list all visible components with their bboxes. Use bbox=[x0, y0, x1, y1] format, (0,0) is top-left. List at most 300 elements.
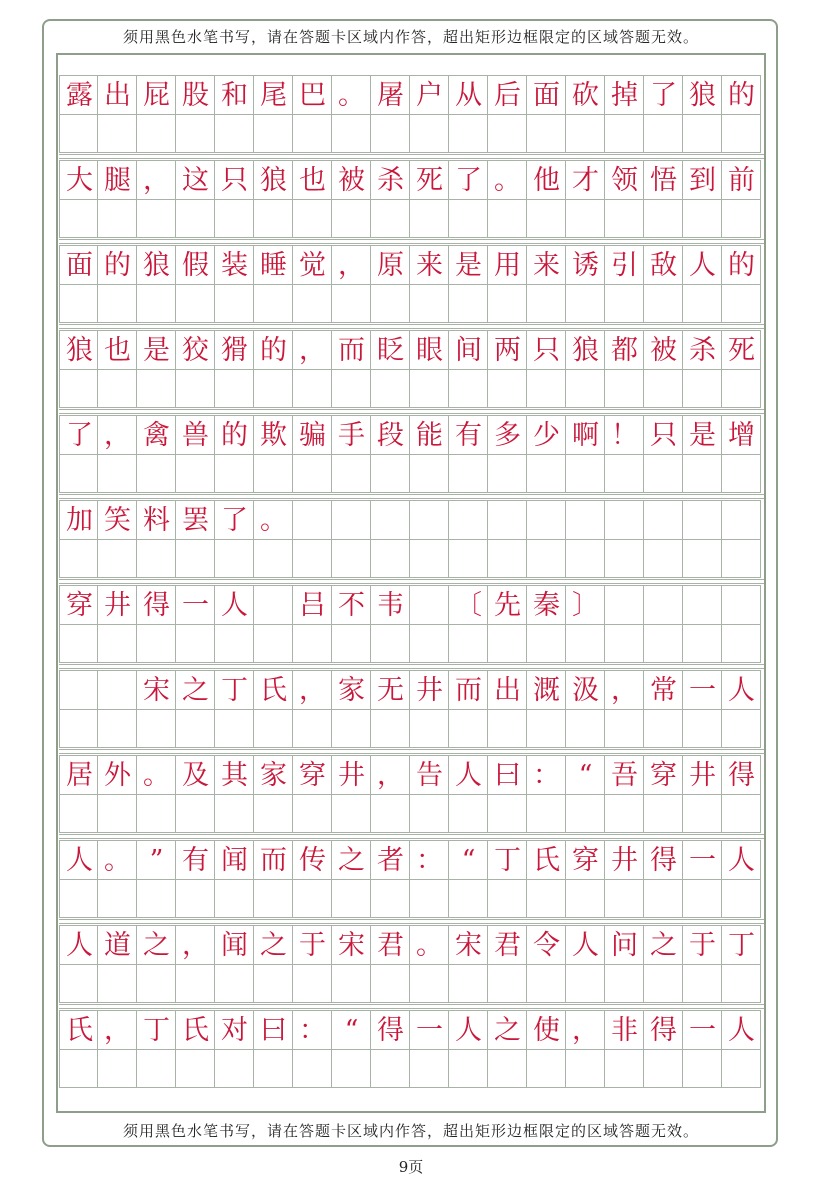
character-cell bbox=[488, 585, 527, 624]
blank-cell bbox=[137, 624, 176, 663]
blank-cell bbox=[137, 284, 176, 323]
handwritten-character: 能 bbox=[416, 420, 443, 451]
handwritten-character: 罢 bbox=[182, 505, 209, 536]
handwritten-character: 人 bbox=[728, 1015, 755, 1046]
character-cell bbox=[683, 500, 722, 539]
blank-cell bbox=[98, 879, 137, 918]
blank-cell bbox=[293, 964, 332, 1003]
handwritten-character: ， bbox=[611, 675, 638, 706]
blank-cell bbox=[59, 794, 98, 833]
blank-cell bbox=[683, 794, 722, 833]
handwritten-character: 领 bbox=[611, 165, 638, 196]
character-cell bbox=[722, 75, 761, 114]
handwritten-character: 也 bbox=[299, 165, 326, 196]
character-cell bbox=[722, 245, 761, 284]
blank-cell bbox=[215, 879, 254, 918]
character-cell bbox=[527, 245, 566, 284]
blank-cell bbox=[722, 199, 761, 238]
character-cell bbox=[488, 755, 527, 794]
handwritten-character: 料 bbox=[143, 505, 170, 536]
character-cell bbox=[605, 585, 644, 624]
blank-cell bbox=[371, 709, 410, 748]
handwritten-character: 诱 bbox=[572, 250, 599, 281]
character-cell bbox=[254, 500, 293, 539]
blank-cell bbox=[137, 454, 176, 493]
character-cell bbox=[527, 840, 566, 879]
character-cell bbox=[215, 75, 254, 114]
character-cell bbox=[293, 925, 332, 964]
character-cell bbox=[605, 245, 644, 284]
character-cell bbox=[371, 415, 410, 454]
character-cell bbox=[683, 330, 722, 369]
character-cell bbox=[215, 415, 254, 454]
blank-cell bbox=[176, 454, 215, 493]
handwritten-character: 。 bbox=[416, 930, 443, 961]
blank-cell bbox=[332, 369, 371, 408]
character-cell bbox=[98, 160, 137, 199]
blank-cell bbox=[371, 1049, 410, 1088]
handwritten-character: 〕 bbox=[572, 590, 599, 621]
blank-cell bbox=[683, 199, 722, 238]
blank-cell bbox=[605, 369, 644, 408]
character-cell bbox=[59, 670, 98, 709]
handwritten-character: 井 bbox=[104, 590, 131, 621]
blank-cell bbox=[176, 794, 215, 833]
blank-cell bbox=[98, 199, 137, 238]
handwritten-character: 出 bbox=[104, 80, 131, 111]
character-cell bbox=[137, 500, 176, 539]
line-separator bbox=[59, 154, 764, 159]
blank-cell bbox=[254, 709, 293, 748]
handwritten-character: 都 bbox=[611, 335, 638, 366]
character-cell bbox=[722, 160, 761, 199]
character-cell bbox=[410, 755, 449, 794]
character-cell bbox=[566, 755, 605, 794]
character-cell bbox=[332, 670, 371, 709]
handwritten-character: 的 bbox=[260, 335, 287, 366]
character-cell bbox=[527, 755, 566, 794]
blank-cell bbox=[683, 624, 722, 663]
blank-row bbox=[59, 114, 764, 153]
blank-cell bbox=[371, 879, 410, 918]
blank-cell bbox=[176, 284, 215, 323]
blank-cell bbox=[644, 114, 683, 153]
character-cell bbox=[254, 160, 293, 199]
handwritten-character: 和 bbox=[221, 80, 248, 111]
handwritten-character: 得 bbox=[650, 1015, 677, 1046]
blank-cell bbox=[722, 879, 761, 918]
character-cell bbox=[332, 925, 371, 964]
handwritten-character: 人 bbox=[66, 845, 93, 876]
blank-cell bbox=[683, 284, 722, 323]
blank-cell bbox=[449, 879, 488, 918]
handwritten-character: 穿 bbox=[650, 760, 677, 791]
character-cell bbox=[449, 245, 488, 284]
handwritten-character: 狼 bbox=[66, 335, 93, 366]
blank-row bbox=[59, 794, 764, 833]
character-cell bbox=[137, 160, 176, 199]
blank-cell bbox=[98, 1049, 137, 1088]
handwritten-character: 也 bbox=[104, 335, 131, 366]
blank-cell bbox=[449, 114, 488, 153]
handwritten-character: 原 bbox=[377, 250, 404, 281]
blank-cell bbox=[488, 709, 527, 748]
handwritten-character: 睡 bbox=[260, 250, 287, 281]
handwritten-character: 丁 bbox=[728, 930, 755, 961]
character-cell bbox=[98, 500, 137, 539]
handwritten-character: 露 bbox=[66, 80, 93, 111]
character-cell bbox=[488, 840, 527, 879]
handwritten-character: 一 bbox=[416, 1015, 443, 1046]
writing-line bbox=[59, 585, 764, 663]
character-cell bbox=[254, 585, 293, 624]
blank-cell bbox=[98, 964, 137, 1003]
character-row bbox=[59, 415, 764, 454]
handwritten-character: 非 bbox=[611, 1015, 638, 1046]
handwritten-character: 。 bbox=[104, 845, 131, 876]
blank-cell bbox=[722, 284, 761, 323]
blank-cell bbox=[98, 794, 137, 833]
writing-line bbox=[59, 330, 764, 408]
character-cell bbox=[605, 670, 644, 709]
character-cell bbox=[59, 330, 98, 369]
blank-cell bbox=[410, 624, 449, 663]
writing-line bbox=[59, 75, 764, 153]
blank-cell bbox=[644, 199, 683, 238]
handwritten-character: 君 bbox=[377, 930, 404, 961]
character-cell bbox=[59, 245, 98, 284]
handwritten-character: ， bbox=[572, 1015, 599, 1046]
character-cell bbox=[137, 330, 176, 369]
blank-cell bbox=[683, 709, 722, 748]
handwritten-character: 手 bbox=[338, 420, 365, 451]
blank-cell bbox=[137, 879, 176, 918]
blank-cell bbox=[605, 1049, 644, 1088]
character-cell bbox=[332, 330, 371, 369]
character-cell bbox=[371, 160, 410, 199]
handwritten-character: 而 bbox=[455, 675, 482, 706]
blank-cell bbox=[254, 879, 293, 918]
character-cell bbox=[98, 585, 137, 624]
blank-cell bbox=[605, 539, 644, 578]
character-cell bbox=[605, 75, 644, 114]
character-cell bbox=[98, 330, 137, 369]
blank-cell bbox=[176, 1049, 215, 1088]
blank-cell bbox=[644, 369, 683, 408]
writing-line bbox=[59, 840, 764, 918]
character-cell bbox=[137, 1010, 176, 1049]
character-cell bbox=[332, 75, 371, 114]
blank-cell bbox=[137, 794, 176, 833]
character-cell bbox=[644, 925, 683, 964]
character-row bbox=[59, 1010, 764, 1049]
handwritten-character: 有 bbox=[455, 420, 482, 451]
handwritten-character: 对 bbox=[221, 1015, 248, 1046]
character-cell bbox=[410, 585, 449, 624]
blank-cell bbox=[644, 879, 683, 918]
blank-cell bbox=[176, 964, 215, 1003]
blank-cell bbox=[332, 539, 371, 578]
blank-cell bbox=[722, 369, 761, 408]
handwritten-character: 屠 bbox=[377, 80, 404, 111]
blank-cell bbox=[566, 369, 605, 408]
handwritten-character: 丁 bbox=[221, 675, 248, 706]
handwritten-character: 段 bbox=[377, 420, 404, 451]
handwritten-character: 一 bbox=[182, 590, 209, 621]
blank-row bbox=[59, 284, 764, 323]
handwritten-character: 了 bbox=[650, 80, 677, 111]
blank-cell bbox=[605, 199, 644, 238]
blank-cell bbox=[722, 1049, 761, 1088]
blank-cell bbox=[332, 879, 371, 918]
character-cell bbox=[293, 160, 332, 199]
handwritten-character: 得 bbox=[728, 760, 755, 791]
character-cell bbox=[488, 415, 527, 454]
blank-cell bbox=[215, 369, 254, 408]
blank-row bbox=[59, 879, 764, 918]
character-cell bbox=[293, 1010, 332, 1049]
blank-cell bbox=[527, 1049, 566, 1088]
handwritten-character: 告 bbox=[416, 760, 443, 791]
line-separator bbox=[59, 834, 764, 839]
handwritten-character: 人 bbox=[728, 675, 755, 706]
blank-cell bbox=[410, 114, 449, 153]
handwritten-character: 来 bbox=[416, 250, 443, 281]
character-cell bbox=[488, 75, 527, 114]
blank-cell bbox=[527, 964, 566, 1003]
character-cell bbox=[566, 670, 605, 709]
handwritten-character: 得 bbox=[143, 590, 170, 621]
blank-cell bbox=[371, 369, 410, 408]
character-cell bbox=[371, 670, 410, 709]
header-notice: 须用黑色水笔书写，请在答题卡区域内作答，超出矩形边框限定的区域答题无效。 bbox=[122, 28, 699, 46]
blank-cell bbox=[605, 709, 644, 748]
handwritten-character: 于 bbox=[299, 930, 326, 961]
character-cell bbox=[605, 160, 644, 199]
blank-cell bbox=[605, 114, 644, 153]
character-cell bbox=[176, 585, 215, 624]
handwritten-character: ： bbox=[533, 760, 560, 791]
blank-cell bbox=[527, 709, 566, 748]
blank-cell bbox=[527, 199, 566, 238]
character-cell bbox=[644, 245, 683, 284]
handwritten-character: 腿 bbox=[104, 165, 131, 196]
handwritten-character: 人 bbox=[455, 1015, 482, 1046]
character-cell bbox=[410, 925, 449, 964]
blank-cell bbox=[722, 964, 761, 1003]
blank-cell bbox=[449, 369, 488, 408]
character-cell bbox=[410, 500, 449, 539]
handwritten-character: 井 bbox=[611, 845, 638, 876]
character-cell bbox=[683, 670, 722, 709]
character-cell bbox=[215, 1010, 254, 1049]
handwritten-character: 人 bbox=[572, 930, 599, 961]
character-cell bbox=[59, 840, 98, 879]
character-row bbox=[59, 330, 764, 369]
handwritten-character: 吕 bbox=[299, 590, 326, 621]
handwritten-character: 敌 bbox=[650, 250, 677, 281]
character-cell bbox=[527, 330, 566, 369]
blank-cell bbox=[566, 624, 605, 663]
character-cell bbox=[332, 585, 371, 624]
blank-cell bbox=[566, 284, 605, 323]
blank-cell bbox=[566, 794, 605, 833]
handwritten-character: 先 bbox=[494, 590, 521, 621]
handwritten-character: 井 bbox=[416, 675, 443, 706]
handwritten-character: 从 bbox=[455, 80, 482, 111]
writing-line bbox=[59, 670, 764, 748]
blank-cell bbox=[215, 794, 254, 833]
blank-cell bbox=[410, 369, 449, 408]
handwritten-character: 眨 bbox=[377, 335, 404, 366]
blank-cell bbox=[449, 624, 488, 663]
character-cell bbox=[371, 585, 410, 624]
character-cell bbox=[215, 925, 254, 964]
line-separator bbox=[59, 579, 764, 584]
handwritten-character: ， bbox=[299, 675, 326, 706]
blank-cell bbox=[410, 199, 449, 238]
handwritten-character: 觉 bbox=[299, 250, 326, 281]
handwritten-character: 居 bbox=[66, 760, 93, 791]
character-cell bbox=[254, 755, 293, 794]
blank-cell bbox=[566, 114, 605, 153]
handwritten-character: 令 bbox=[533, 930, 560, 961]
handwritten-character: 狼 bbox=[260, 165, 287, 196]
character-cell bbox=[722, 925, 761, 964]
handwritten-character: ” bbox=[149, 845, 164, 876]
blank-cell bbox=[176, 624, 215, 663]
handwritten-character: 屁 bbox=[143, 80, 170, 111]
character-cell bbox=[605, 330, 644, 369]
blank-cell bbox=[410, 709, 449, 748]
character-cell bbox=[644, 330, 683, 369]
character-cell bbox=[683, 925, 722, 964]
blank-cell bbox=[527, 454, 566, 493]
character-cell bbox=[488, 330, 527, 369]
handwritten-character: 而 bbox=[338, 335, 365, 366]
character-cell bbox=[527, 670, 566, 709]
character-cell bbox=[683, 160, 722, 199]
handwritten-character: ： bbox=[416, 845, 443, 876]
character-cell bbox=[215, 670, 254, 709]
blank-cell bbox=[59, 114, 98, 153]
handwritten-character: 韦 bbox=[377, 590, 404, 621]
blank-cell bbox=[449, 794, 488, 833]
footer-notice: 须用黑色水笔书写，请在答题卡区域内作答，超出矩形边框限定的区域答题无效。 bbox=[122, 1122, 699, 1140]
handwritten-character: ： bbox=[299, 1015, 326, 1046]
blank-cell bbox=[566, 454, 605, 493]
character-cell bbox=[722, 330, 761, 369]
writing-line bbox=[59, 245, 764, 323]
blank-cell bbox=[137, 539, 176, 578]
character-cell bbox=[683, 1010, 722, 1049]
handwritten-character: 氏 bbox=[260, 675, 287, 706]
handwritten-character: 秦 bbox=[533, 590, 560, 621]
character-cell bbox=[722, 500, 761, 539]
handwritten-character: 只 bbox=[650, 420, 677, 451]
line-separator bbox=[59, 409, 764, 414]
blank-cell bbox=[644, 794, 683, 833]
blank-cell bbox=[722, 709, 761, 748]
character-cell bbox=[605, 925, 644, 964]
page-number: 9页 bbox=[398, 1158, 424, 1176]
blank-cell bbox=[332, 284, 371, 323]
handwritten-character: 的 bbox=[728, 250, 755, 281]
handwritten-character: 问 bbox=[611, 930, 638, 961]
blank-cell bbox=[59, 454, 98, 493]
blank-row bbox=[59, 369, 764, 408]
handwritten-character: 大 bbox=[66, 165, 93, 196]
character-cell bbox=[293, 500, 332, 539]
blank-cell bbox=[59, 964, 98, 1003]
handwritten-character: 不 bbox=[338, 590, 365, 621]
blank-cell bbox=[254, 624, 293, 663]
character-cell bbox=[254, 925, 293, 964]
blank-cell bbox=[722, 114, 761, 153]
line-separator bbox=[59, 239, 764, 244]
character-cell bbox=[215, 245, 254, 284]
blank-cell bbox=[566, 964, 605, 1003]
handwritten-character: 加 bbox=[66, 505, 93, 536]
character-row bbox=[59, 925, 764, 964]
blank-cell bbox=[644, 284, 683, 323]
character-cell bbox=[137, 670, 176, 709]
blank-cell bbox=[722, 454, 761, 493]
character-cell bbox=[605, 500, 644, 539]
blank-cell bbox=[176, 539, 215, 578]
blank-cell bbox=[644, 624, 683, 663]
character-cell bbox=[722, 755, 761, 794]
blank-cell bbox=[137, 1049, 176, 1088]
handwritten-character: 有 bbox=[182, 845, 209, 876]
handwritten-character: 之 bbox=[143, 930, 170, 961]
character-cell bbox=[215, 585, 254, 624]
blank-cell bbox=[215, 114, 254, 153]
blank-cell bbox=[215, 454, 254, 493]
character-cell bbox=[332, 160, 371, 199]
handwritten-character: 掉 bbox=[611, 80, 638, 111]
handwritten-character: 杀 bbox=[377, 165, 404, 196]
handwritten-character: 氏 bbox=[182, 1015, 209, 1046]
character-cell bbox=[722, 585, 761, 624]
handwritten-character: 出 bbox=[494, 675, 521, 706]
blank-cell bbox=[488, 1049, 527, 1088]
handwritten-character: 人 bbox=[455, 760, 482, 791]
blank-cell bbox=[371, 199, 410, 238]
blank-cell bbox=[722, 624, 761, 663]
blank-cell bbox=[59, 369, 98, 408]
writing-line bbox=[59, 160, 764, 238]
character-cell bbox=[59, 585, 98, 624]
character-cell bbox=[605, 840, 644, 879]
character-cell bbox=[254, 75, 293, 114]
character-cell bbox=[176, 840, 215, 879]
handwritten-character: 丁 bbox=[494, 845, 521, 876]
line-separator bbox=[59, 324, 764, 329]
character-cell bbox=[566, 415, 605, 454]
blank-cell bbox=[215, 709, 254, 748]
writing-line bbox=[59, 415, 764, 493]
character-cell bbox=[98, 670, 137, 709]
handwritten-character: 猾 bbox=[221, 335, 248, 366]
character-cell bbox=[98, 75, 137, 114]
handwritten-character: 道 bbox=[104, 930, 131, 961]
blank-cell bbox=[254, 964, 293, 1003]
character-cell bbox=[176, 755, 215, 794]
blank-cell bbox=[254, 454, 293, 493]
handwritten-character: 穿 bbox=[299, 760, 326, 791]
character-cell bbox=[332, 1010, 371, 1049]
